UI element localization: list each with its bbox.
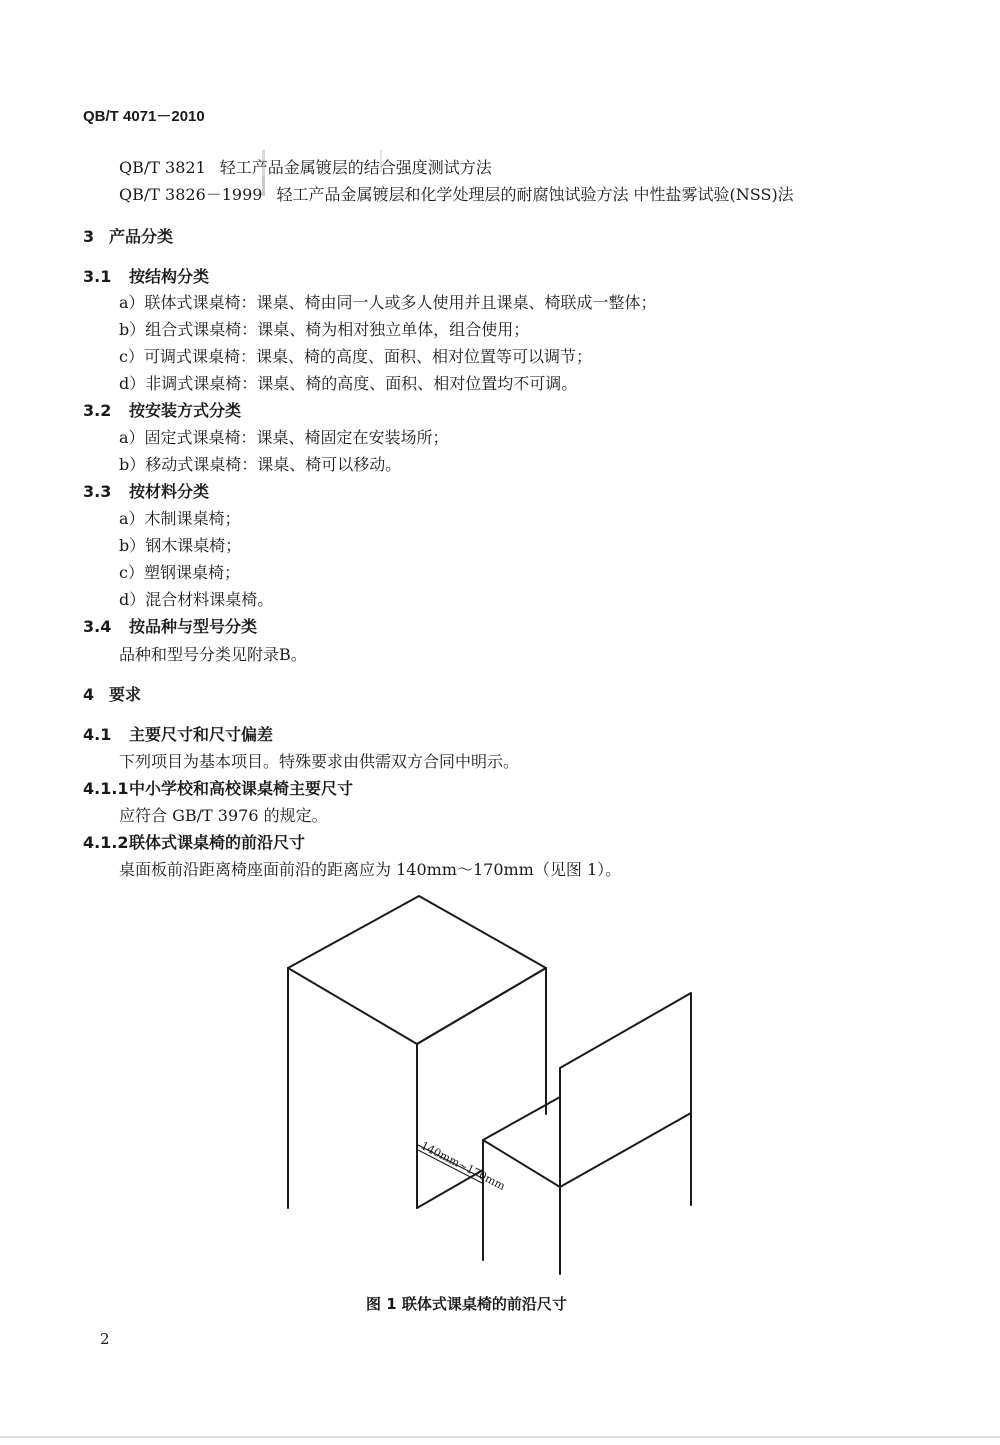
chair-back-outline — [560, 993, 691, 1187]
paragraph: 下列项目为基本项目。特殊要求由供需双方合同中明示。 — [119, 752, 520, 771]
list-item: a）联体式课桌椅：课桌、椅由同一人或多人使用并且课桌、椅联成一整体； — [119, 293, 657, 312]
list-item: b）组合式课桌椅：课桌、椅为相对独立单体，组合使用； — [119, 320, 530, 339]
figure-caption: 图 1 联体式课桌椅的前沿尺寸 — [366, 1295, 567, 1313]
reference-code: QB/T 3821 — [119, 158, 206, 177]
section-heading: 3 产品分类 — [83, 227, 174, 246]
list-item: b）移动式课桌椅：课桌、椅可以移动。 — [119, 455, 402, 474]
paragraph: 品种和型号分类见附录B。 — [119, 645, 307, 664]
subsection-heading: 4.1.1中小学校和高校课桌椅主要尺寸 — [83, 779, 354, 798]
section-heading: 4 要求 — [83, 685, 142, 704]
list-item: a）木制课桌椅； — [119, 509, 241, 528]
subsection-heading: 3.2 按安装方式分类 — [83, 401, 242, 420]
list-item: a）固定式课桌椅：课桌、椅固定在安装场所； — [119, 428, 449, 447]
standard-code-header: QB/T 4071－2010 — [83, 108, 205, 125]
page-number: 2 — [100, 1330, 110, 1348]
reference-title: 轻工产品金属镀层和化学处理层的耐腐蚀试验方法 中性盐雾试验(NSS)法 — [276, 185, 794, 204]
list-item: c）可调式课桌椅：课桌、椅的高度、面积、相对位置等可以调节； — [119, 347, 592, 366]
subsection-heading: 3.3 按材料分类 — [83, 482, 210, 501]
subsection-heading: 3.1 按结构分类 — [83, 267, 210, 286]
list-item: d）非调式课桌椅：课桌、椅的高度、面积、相对位置均不可调。 — [119, 374, 578, 393]
desk-front-top-edge — [417, 968, 546, 1044]
reference-code: QB/T 3826－1999 — [119, 185, 263, 204]
scan-bottom-edge — [0, 1436, 1000, 1438]
desk-top-outline — [288, 896, 546, 1044]
subsection-heading: 3.4 按品种与型号分类 — [83, 617, 258, 636]
paragraph: 应符合 GB/T 3976 的规定。 — [119, 806, 328, 825]
list-item: c）塑钢课桌椅； — [119, 563, 240, 582]
subsection-heading: 4.1 主要尺寸和尺寸偏差 — [83, 725, 274, 744]
paragraph: 桌面板前沿距离椅座面前沿的距离应为 140mm～170mm（见图 1）。 — [119, 860, 622, 879]
chair-seat-back-edge — [483, 1097, 560, 1140]
list-item: d）混合材料课桌椅。 — [119, 590, 274, 609]
list-item: b）钢木课桌椅； — [119, 536, 242, 555]
dimension-label: 140mm~170mm — [418, 1139, 508, 1193]
subsection-heading: 4.1.2联体式课桌椅的前沿尺寸 — [83, 833, 306, 852]
reference-title: 轻工产品金属镀层的结合强度测试方法 — [219, 158, 492, 177]
